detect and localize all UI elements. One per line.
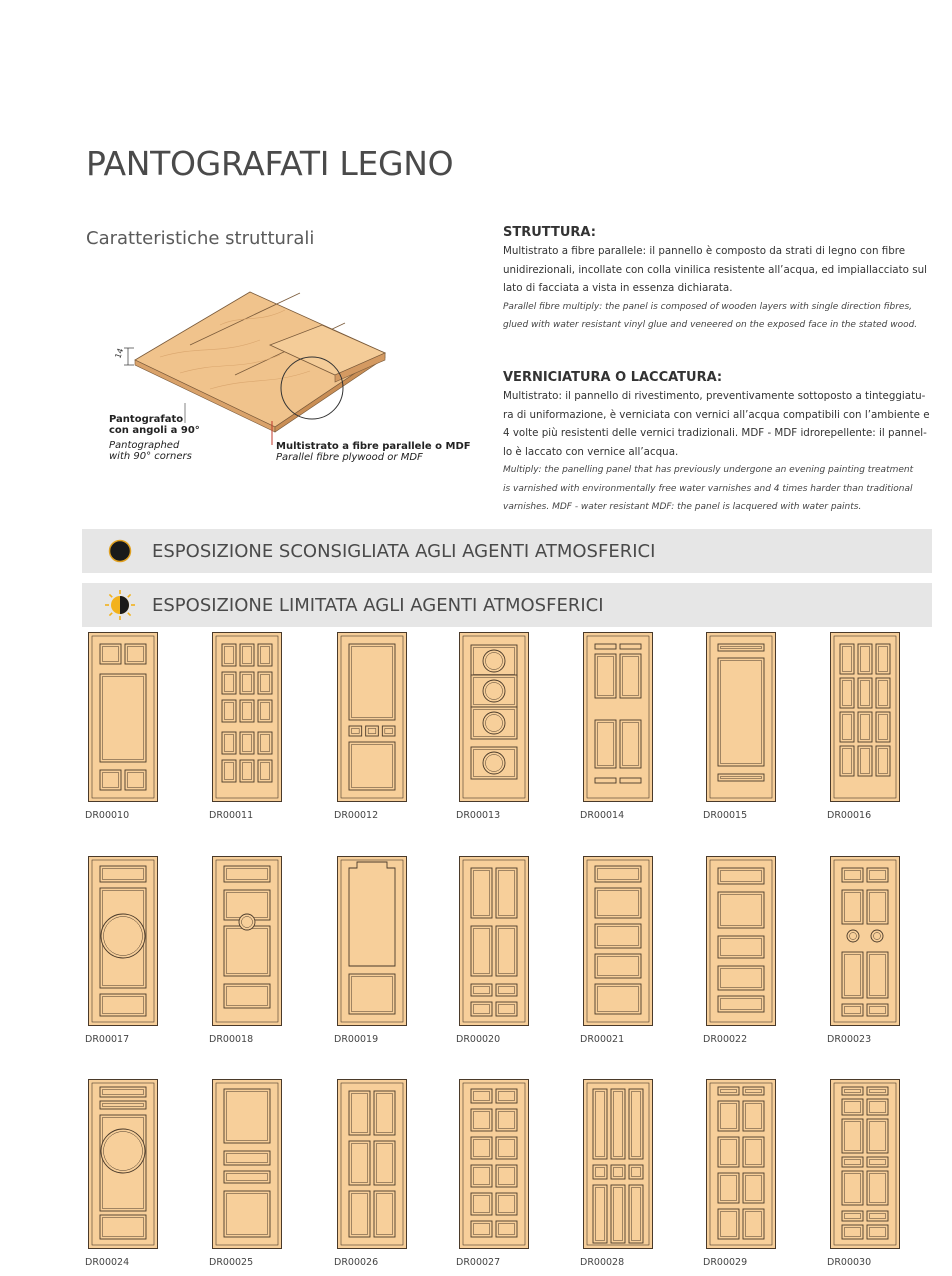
exposure-band-limitata xyxy=(82,583,932,627)
door-illustration xyxy=(459,632,529,802)
door-illustration xyxy=(706,1079,776,1249)
door-illustration xyxy=(212,1079,282,1249)
label-multistrato: Multistrato a fibre parallele o MDF Parallel fibre plywood or MDF xyxy=(276,441,471,463)
door-code: DR00010 xyxy=(85,810,130,821)
struttura-heading: STRUTTURA: xyxy=(503,225,596,240)
door-code: DR00012 xyxy=(334,810,379,821)
door-illustration xyxy=(459,1079,529,1249)
door-model-dr00020[interactable] xyxy=(459,856,529,1030)
door-illustration xyxy=(583,632,653,802)
door-model-dr00013[interactable] xyxy=(459,632,529,806)
door-code: DR00029 xyxy=(703,1257,748,1268)
paragraph-line: varnishes. MDF - water resistant MDF: the panel is lacquered with water paints. xyxy=(503,502,862,512)
verniciatura-section xyxy=(503,370,932,517)
door-illustration xyxy=(337,632,407,802)
page-title: PANTOGRAFATI LEGNO xyxy=(86,144,454,183)
door-code: DR00017 xyxy=(85,1034,130,1045)
paragraph-line: 4 volte più resistenti delle vernici tradizionali. MDF - MDF idrorepellente: il pannel- xyxy=(503,427,927,439)
door-model-dr00029[interactable] xyxy=(706,1079,776,1253)
door-code: DR00023 xyxy=(827,1034,872,1045)
door-illustration xyxy=(706,632,776,802)
door-model-dr00011[interactable] xyxy=(212,632,282,806)
door-model-dr00021[interactable] xyxy=(583,856,653,1030)
paragraph-line: lato di facciata a vista in essenza dichiarata. xyxy=(503,282,733,294)
door-model-dr00028[interactable] xyxy=(583,1079,653,1253)
paragraph-line: Multiply: the panelling panel that has previously undergone an evening painting treatment xyxy=(503,465,914,475)
door-code: DR00015 xyxy=(703,810,748,821)
exposure-band-sconsigliata xyxy=(82,529,932,573)
door-code: DR00016 xyxy=(827,810,872,821)
paragraph-line: Multistrato a fibre parallele: il pannello è composto da strati di legno con fibre xyxy=(503,245,906,257)
door-model-dr00030[interactable] xyxy=(830,1079,900,1253)
paragraph-line: Multistrato: il pannello di rivestimento, preventivamente sottoposto a tinteggiatu- xyxy=(503,390,926,402)
paragraph-line: lo è laccato con vernice all’acqua. xyxy=(503,445,679,458)
exposure-label: ESPOSIZIONE SCONSIGLIATA AGLI AGENTI ATMOSFERICI xyxy=(152,541,656,562)
door-illustration xyxy=(337,856,407,1026)
door-model-dr00023[interactable] xyxy=(830,856,900,1030)
door-code: DR00018 xyxy=(209,1034,254,1045)
door-illustration xyxy=(830,632,900,802)
thickness-label: 14 xyxy=(113,347,126,360)
door-code: DR00020 xyxy=(456,1034,501,1045)
label-pantografato: Pantografato con angoli a 90° Pantographed with 90° corners xyxy=(109,414,200,462)
door-model-dr00022[interactable] xyxy=(706,856,776,1030)
door-model-dr00025[interactable] xyxy=(212,1079,282,1253)
door-code: DR00019 xyxy=(334,1034,379,1045)
door-code: DR00013 xyxy=(456,810,501,821)
verniciatura-heading: VERNICIATURA O LACCATURA: xyxy=(503,370,723,385)
paragraph-line: glued with water resistant vinyl glue and veneered on the exposed face in the stated wood. xyxy=(503,320,918,330)
paragraph-line: Parallel fibre multiply: the panel is composed of wooden layers with single direction fibres, xyxy=(503,301,912,312)
door-model-dr00017[interactable] xyxy=(88,856,158,1030)
door-code: DR00025 xyxy=(209,1257,254,1268)
door-illustration xyxy=(212,856,282,1026)
door-code: DR00026 xyxy=(334,1257,379,1268)
door-code: DR00014 xyxy=(580,810,625,821)
door-model-dr00026[interactable] xyxy=(337,1079,407,1253)
door-model-dr00016[interactable] xyxy=(830,632,900,806)
door-model-dr00012[interactable] xyxy=(337,632,407,806)
door-illustration xyxy=(706,856,776,1026)
paragraph-line: ra di uniformazione, è verniciata con vernici all’acqua compatibili con l’ambiente e xyxy=(503,408,930,421)
door-code: DR00030 xyxy=(827,1257,872,1268)
door-model-dr00019[interactable] xyxy=(337,856,407,1030)
door-model-dr00014[interactable] xyxy=(583,632,653,806)
door-illustration xyxy=(830,856,900,1026)
door-code: DR00022 xyxy=(703,1034,748,1045)
door-model-dr00015[interactable] xyxy=(706,632,776,806)
door-illustration xyxy=(88,1079,158,1249)
paragraph-line: is varnished with environmentally free water varnishes and 4 times harder than traditional xyxy=(503,483,913,494)
struttura-section xyxy=(503,225,932,335)
door-model-dr00027[interactable] xyxy=(459,1079,529,1253)
door-illustration xyxy=(337,1079,407,1249)
door-illustration xyxy=(212,632,282,802)
door-illustration xyxy=(583,1079,653,1249)
door-code: DR00028 xyxy=(580,1257,625,1268)
exposure-label: ESPOSIZIONE LIMITATA AGLI AGENTI ATMOSFERICI xyxy=(152,595,604,616)
door-code: DR00021 xyxy=(580,1034,625,1045)
page-subtitle: Caratteristiche strutturali xyxy=(86,228,315,249)
door-model-dr00010[interactable] xyxy=(88,632,158,806)
door-model-dr00024[interactable] xyxy=(88,1079,158,1253)
door-illustration xyxy=(459,856,529,1026)
paragraph-line: unidirezionali, incollate con colla vinilica resistente all’acqua, ed impiallacciato sul xyxy=(503,263,927,276)
door-code: DR00011 xyxy=(209,810,254,821)
door-code: DR00024 xyxy=(85,1257,130,1268)
door-illustration xyxy=(88,632,158,802)
door-code: DR00027 xyxy=(456,1257,501,1268)
door-illustration xyxy=(88,856,158,1026)
moon-icon xyxy=(108,539,132,563)
door-model-dr00018[interactable] xyxy=(212,856,282,1030)
half-sun-icon xyxy=(104,589,136,621)
door-illustration xyxy=(830,1079,900,1249)
door-illustration xyxy=(583,856,653,1026)
